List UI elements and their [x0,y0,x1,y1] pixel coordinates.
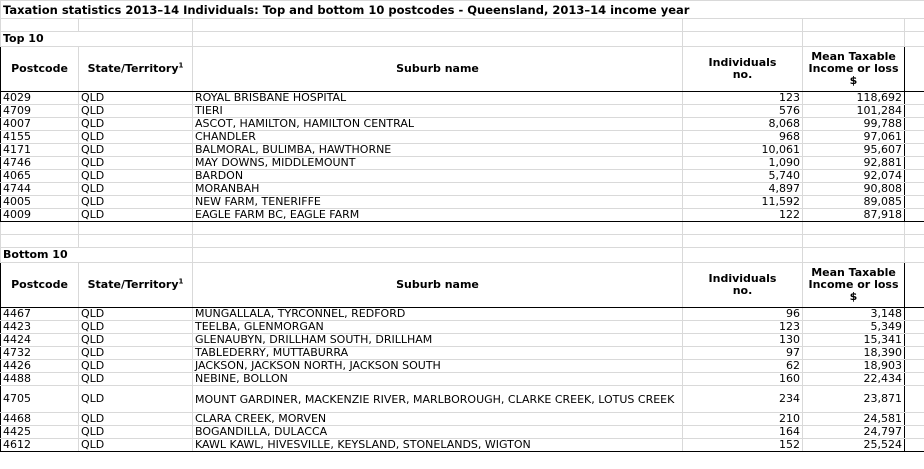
individuals-cell[interactable]: 123 [683,92,803,105]
suburb-cell[interactable]: BARDON [193,170,683,183]
suburb-cell[interactable]: NEBINE, BOLLON [193,373,683,386]
header-state-label: State/Territory [87,278,179,291]
postcode-cell[interactable]: 4425 [1,426,79,439]
bottom-section-label[interactable]: Bottom 10 [1,248,193,263]
state-cell[interactable]: QLD [79,321,193,334]
table-row [1,92,924,105]
income-cell[interactable]: 24,797 [803,426,905,439]
suburb-cell[interactable]: ASCOT, HAMILTON, HAMILTON CENTRAL [193,118,683,131]
income-cell[interactable]: 92,881 [803,157,905,170]
table-row [1,347,924,360]
state-cell[interactable]: QLD [79,386,193,413]
title-row [1,1,924,19]
header-individuals-line1: Individuals [708,272,777,285]
state-cell[interactable]: QLD [79,196,193,209]
income-cell[interactable]: 18,390 [803,347,905,360]
header-individuals-line2: no. [732,68,753,81]
state-cell[interactable]: QLD [79,183,193,196]
table-row [1,426,924,439]
header-income[interactable] [803,47,905,92]
top-header-row [1,47,924,92]
postcode-cell[interactable]: 4709 [1,105,79,118]
individuals-cell[interactable]: 210 [683,413,803,426]
header-suburb[interactable]: Suburb name [193,263,683,308]
header-state-footnote: 1 [178,61,184,70]
postcode-cell[interactable]: 4171 [1,144,79,157]
header-individuals[interactable] [683,47,803,92]
header-postcode[interactable]: Postcode [1,47,79,92]
header-individuals-line1: Individuals [708,56,777,69]
spacer-row [1,235,924,248]
state-cell[interactable]: QLD [79,347,193,360]
table-row [1,334,924,347]
income-cell[interactable]: 95,607 [803,144,905,157]
income-cell[interactable]: 24,581 [803,413,905,426]
suburb-cell[interactable]: TEELBA, GLENMORGAN [193,321,683,334]
individuals-cell[interactable]: 152 [683,439,803,452]
table-row [1,131,924,144]
income-cell[interactable]: 22,434 [803,373,905,386]
suburb-cell[interactable]: TIERI [193,105,683,118]
suburb-cell[interactable]: MORANBAH [193,183,683,196]
income-cell[interactable]: 87,918 [803,209,905,222]
header-suburb[interactable]: Suburb name [193,47,683,92]
state-cell[interactable]: QLD [79,92,193,105]
postcode-cell[interactable]: 4467 [1,308,79,321]
individuals-cell[interactable]: 164 [683,426,803,439]
individuals-cell[interactable]: 8,068 [683,118,803,131]
individuals-cell[interactable]: 10,061 [683,144,803,157]
postcode-cell[interactable]: 4423 [1,321,79,334]
income-cell[interactable]: 90,808 [803,183,905,196]
individuals-cell[interactable]: 968 [683,131,803,144]
table-row [1,105,924,118]
income-cell[interactable]: 118,692 [803,92,905,105]
table-row [1,209,924,222]
table-row [1,144,924,157]
individuals-cell[interactable]: 11,592 [683,196,803,209]
state-cell[interactable]: QLD [79,426,193,439]
postcode-cell[interactable]: 4065 [1,170,79,183]
table-row [1,157,924,170]
income-cell[interactable]: 15,341 [803,334,905,347]
table-row [1,321,924,334]
header-state[interactable] [79,47,193,92]
header-income-line2: Income or loss [808,278,899,291]
income-cell[interactable]: 92,074 [803,170,905,183]
header-state-label: State/Territory [87,62,179,75]
postcode-cell[interactable]: 4155 [1,131,79,144]
state-cell[interactable]: QLD [79,439,193,452]
header-income[interactable] [803,263,905,308]
income-cell[interactable]: 89,085 [803,196,905,209]
postcode-cell[interactable]: 4744 [1,183,79,196]
header-income-line3: $ [849,290,858,303]
suburb-cell[interactable]: JACKSON, JACKSON NORTH, JACKSON SOUTH [193,360,683,373]
postcode-cell[interactable]: 4424 [1,334,79,347]
income-cell[interactable]: 3,148 [803,308,905,321]
table-row [1,360,924,373]
header-individuals-line2: no. [732,284,753,297]
table-row [1,439,924,452]
state-cell[interactable]: QLD [79,360,193,373]
state-cell[interactable]: QLD [79,105,193,118]
table-row [1,183,924,196]
individuals-cell[interactable]: 576 [683,105,803,118]
suburb-cell[interactable]: NEW FARM, TENERIFFE [193,196,683,209]
suburb-cell[interactable]: MAY DOWNS, MIDDLEMOUNT [193,157,683,170]
postcode-cell[interactable]: 4468 [1,413,79,426]
state-cell[interactable]: QLD [79,144,193,157]
individuals-cell[interactable]: 97 [683,347,803,360]
bottom-section-row [1,248,924,263]
spacer-row [1,222,924,235]
sheet-title[interactable]: Taxation statistics 2013–14 Individuals: Top and bottom 10 postcodes - Queensland, 2013–14 income year [1,1,924,19]
individuals-cell[interactable]: 122 [683,209,803,222]
header-income-line1: Mean Taxable [811,50,896,63]
suburb-cell[interactable]: BOGANDILLA, DULACCA [193,426,683,439]
top-section-row [1,32,924,47]
income-cell[interactable]: 18,903 [803,360,905,373]
individuals-cell[interactable]: 1,090 [683,157,803,170]
bottom-header-row [1,263,924,308]
postcode-cell[interactable]: 4005 [1,196,79,209]
state-cell[interactable]: QLD [79,157,193,170]
header-individuals[interactable] [683,263,803,308]
postcode-cell[interactable]: 4705 [1,386,79,413]
individuals-cell[interactable]: 4,897 [683,183,803,196]
individuals-cell[interactable]: 160 [683,373,803,386]
postcode-cell[interactable]: 4732 [1,347,79,360]
postcode-cell[interactable]: 4746 [1,157,79,170]
suburb-cell[interactable]: EAGLE FARM BC, EAGLE FARM [193,209,683,222]
top-section-label[interactable]: Top 10 [1,32,193,47]
state-cell[interactable]: QLD [79,373,193,386]
header-state-footnote: 1 [178,277,184,286]
income-cell[interactable]: 23,871 [803,386,905,413]
header-income-line3: $ [849,74,858,87]
table-row [1,373,924,386]
individuals-cell[interactable]: 62 [683,360,803,373]
state-cell[interactable]: QLD [79,209,193,222]
income-cell[interactable]: 25,524 [803,439,905,452]
header-income-line1: Mean Taxable [811,266,896,279]
suburb-cell[interactable]: BALMORAL, BULIMBA, HAWTHORNE [193,144,683,157]
individuals-cell[interactable]: 123 [683,321,803,334]
suburb-cell[interactable]: CLARA CREEK, MORVEN [193,413,683,426]
state-cell[interactable]: QLD [79,413,193,426]
spacer-row [1,19,924,32]
suburb-cell[interactable]: MOUNT GARDINER, MACKENZIE RIVER, MARLBOROUGH, CLARKE CREEK, LOTUS CREEK [193,386,683,413]
table-row [1,308,924,321]
state-cell[interactable]: QLD [79,118,193,131]
table-row [1,170,924,183]
postcode-cell[interactable]: 4612 [1,439,79,452]
postcode-cell[interactable]: 4426 [1,360,79,373]
postcode-cell[interactable]: 4029 [1,92,79,105]
income-cell[interactable]: 99,788 [803,118,905,131]
table-row [1,386,924,413]
individuals-cell[interactable]: 5,740 [683,170,803,183]
table-row [1,196,924,209]
postcode-cell[interactable]: 4488 [1,373,79,386]
suburb-cell[interactable]: TABLEDERRY, MUTTABURRA [193,347,683,360]
individuals-cell[interactable]: 130 [683,334,803,347]
state-cell[interactable]: QLD [79,308,193,321]
state-cell[interactable]: QLD [79,170,193,183]
table-row [1,118,924,131]
table-row [1,413,924,426]
header-postcode[interactable]: Postcode [1,263,79,308]
postcode-cell[interactable]: 4007 [1,118,79,131]
income-cell[interactable]: 97,061 [803,131,905,144]
income-cell[interactable]: 5,349 [803,321,905,334]
suburb-cell[interactable]: ROYAL BRISBANE HOSPITAL [193,92,683,105]
income-cell[interactable]: 101,284 [803,105,905,118]
suburb-cell[interactable]: CHANDLER [193,131,683,144]
state-cell[interactable]: QLD [79,131,193,144]
individuals-cell[interactable]: 234 [683,386,803,413]
header-income-line2: Income or loss [808,62,899,75]
postcode-cell[interactable]: 4009 [1,209,79,222]
suburb-cell[interactable]: MUNGALLALA, TYRCONNEL, REDFORD [193,308,683,321]
suburb-cell[interactable]: KAWL KAWL, HIVESVILLE, KEYSLAND, STONELANDS, WIGTON [193,439,683,452]
header-state[interactable] [79,263,193,308]
individuals-cell[interactable]: 96 [683,308,803,321]
suburb-cell[interactable]: GLENAUBYN, DRILLHAM SOUTH, DRILLHAM [193,334,683,347]
state-cell[interactable]: QLD [79,334,193,347]
